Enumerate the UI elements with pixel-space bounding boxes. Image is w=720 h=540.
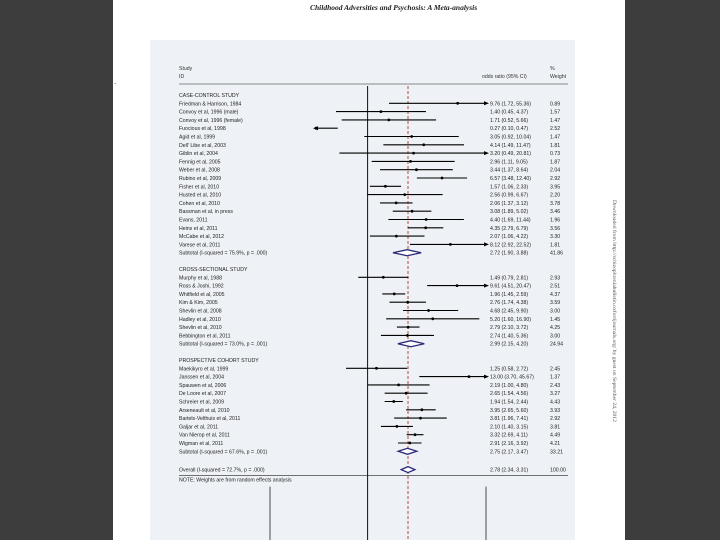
study-effect-text: 2.76 (1.74, 4.38) (490, 300, 529, 307)
study-effect-text: 0.27 (0.10, 0.47) (490, 126, 529, 133)
study-effect-text: 3.95 (2.65, 5.60) (490, 407, 529, 414)
point-estimate (393, 293, 396, 296)
study-weight-text: 1.96 (550, 217, 561, 224)
point-estimate (456, 102, 459, 105)
study-label: Cohen et al, 2010 (179, 200, 220, 207)
study-weight-text: 1.87 (550, 159, 561, 166)
study-label: Bartels-Velthuis et al, 2011 (179, 416, 241, 423)
point-estimate (410, 135, 413, 138)
study-label: Arseneault et al, 2010 (179, 407, 230, 414)
point-estimate (427, 309, 430, 312)
study-weight-text: 2.92 (550, 416, 561, 423)
point-estimate (414, 433, 417, 436)
study-effect-text: 9.76 (1.72, 55.36) (490, 101, 531, 108)
study-label: De Loore et al, 2007 (179, 391, 227, 398)
study-weight-text: 1.81 (550, 142, 561, 149)
study-effect-text: 3.20 (0.49, 20.81) (490, 151, 531, 158)
point-estimate (395, 202, 398, 205)
study-weight-text: 1.47 (550, 117, 561, 124)
study-effect-text: 4.68 (2.45, 9.90) (490, 308, 529, 315)
overall-label: Overall (I-squared = 72.7%, p = .000) (179, 467, 265, 474)
study-weight-text: 3.00 (550, 333, 561, 340)
study-weight-text: 3.59 (550, 300, 561, 307)
study-label: Hadley et al, 2010 (179, 316, 221, 323)
study-label: Shevlin et al, 2008 (179, 308, 222, 315)
study-weight-text: 2.45 (550, 366, 561, 373)
study-effect-text: 5.20 (1.60, 16.90) (490, 316, 531, 323)
study-weight-text: 3.00 (550, 308, 561, 315)
point-estimate (384, 185, 387, 188)
study-label: Agid et al, 1999 (179, 134, 216, 141)
forest-plot (150, 40, 575, 540)
point-estimate (315, 127, 318, 130)
point-estimate (392, 400, 395, 403)
study-label: Heins et al, 2011 (179, 225, 218, 232)
point-estimate (407, 326, 410, 329)
point-estimate (456, 284, 459, 287)
study-effect-text: 1.96 (1.45, 2.59) (490, 291, 529, 298)
subtotal-label: Subtotal (I-squared = 73.0%, p = .001) (179, 341, 268, 348)
ci-arrow (484, 284, 489, 288)
group-heading: CROSS-SECTIONAL STUDY (179, 267, 248, 273)
study-effect-text: 2.79 (2.10, 3.72) (490, 325, 529, 332)
study-label: Spauwen et al, 2006 (179, 382, 227, 389)
point-estimate (396, 425, 399, 428)
subtotal-diamond (398, 341, 424, 347)
ci-arrow (484, 242, 489, 246)
point-estimate (387, 119, 390, 122)
point-estimate (395, 235, 398, 238)
study-label: Giblin et al, 2004 (179, 151, 218, 158)
study-effect-text: 1.57 (1.06, 2.33) (490, 184, 529, 191)
overall-diamond (401, 467, 415, 473)
subtotal-effect-text: 2.72 (1.90, 3.88) (490, 250, 529, 257)
footnote: NOTE: Weights are from random effects analysis (179, 477, 292, 484)
point-estimate (431, 317, 434, 320)
study-effect-text: 4.40 (1.69, 11.44) (490, 217, 531, 224)
study-weight-text: 1.57 (550, 109, 561, 116)
point-estimate (411, 210, 414, 213)
point-estimate (382, 276, 385, 279)
subtotal-weight-text: 24.94 (550, 341, 563, 348)
study-effect-text: 2.91 (2.16, 3.92) (490, 441, 529, 447)
point-estimate (415, 168, 418, 171)
study-effect-text: 9.61 (4.51, 20.47) (490, 283, 531, 290)
study-label: Wigman et al, 2011 (179, 441, 224, 447)
point-estimate (403, 193, 406, 196)
point-estimate (405, 392, 408, 395)
study-weight-text: 3.56 (550, 225, 561, 232)
point-estimate (408, 442, 411, 445)
study-weight-text: 1.37 (550, 374, 561, 381)
study-weight-text: 1.45 (550, 316, 561, 323)
subtotal-weight-text: 33.21 (550, 449, 563, 456)
study-weight-text: 4.49 (550, 432, 561, 439)
header-weight: Weight (550, 74, 567, 80)
study-effect-text: 3.05 (0.92, 10.04) (490, 134, 531, 141)
study-effect-text: 8.12 (2.92, 22.52) (490, 242, 531, 249)
study-label: Dell' Libe et al, 2003 (179, 142, 226, 149)
study-label: Whitfield et al, 2005 (179, 291, 225, 298)
subtotal-diamond (393, 250, 421, 256)
ci-arrow (484, 101, 489, 105)
header-weight-pct: % (550, 66, 555, 72)
subtotal-label: Subtotal (I-squared = 67.6%, p = .001) (179, 449, 268, 456)
header-effect: odds ratio (95% CI) (482, 74, 527, 80)
point-estimate (406, 334, 409, 337)
study-label: Varese et al, 2011 (179, 242, 221, 249)
study-label: McCabe et al, 2012 (179, 234, 224, 241)
point-estimate (420, 408, 423, 411)
study-weight-text: 3.95 (550, 184, 561, 191)
header-id: ID (179, 74, 185, 80)
study-effect-text: 2.10 (1.40, 3.15) (490, 424, 529, 431)
study-label: Rubino et al, 2009 (179, 176, 222, 182)
point-estimate (406, 301, 409, 304)
study-effect-text: 2.06 (1.37, 3.12) (490, 200, 529, 207)
study-label: Friedman & Harrison, 1984 (179, 101, 242, 108)
point-estimate (412, 152, 415, 155)
study-weight-text: 1.47 (550, 134, 561, 141)
study-label: Shevlin et al, 2010 (179, 325, 222, 332)
study-label: Ross & Joshi, 1992 (179, 283, 224, 290)
overall-effect-text: 2.78 (2.34, 3.31) (490, 467, 529, 474)
subtotal-effect-text: 2.99 (2.15, 4.20) (490, 341, 529, 348)
study-label: Fennig et al, 2005 (179, 159, 221, 166)
study-weight-text: 2.04 (550, 167, 561, 174)
subtotal-diamond (398, 448, 417, 454)
study-weight-text: 2.43 (550, 382, 561, 389)
study-label: Galjar et al, 2011 (179, 424, 219, 431)
study-label: Fisher et al, 2010 (179, 184, 220, 191)
study-effect-text: 2.56 (0.99, 6.67) (490, 192, 529, 199)
subtotal-label: Subtotal (I-squared = 75.9%, p = .000) (179, 250, 268, 257)
study-effect-text: 2.07 (1.06, 4.22) (490, 234, 529, 241)
point-estimate (422, 143, 425, 146)
study-label: Husted et al, 2010 (179, 192, 222, 199)
study-weight-text: 3.93 (550, 407, 561, 414)
overall-weight-text: 100.00 (550, 467, 566, 474)
study-label: Bassman et al, in press (179, 209, 233, 216)
study-weight-text: 4.43 (550, 399, 561, 406)
study-effect-text: 3.08 (1.89, 5.02) (490, 209, 529, 216)
study-weight-text: 2.51 (550, 283, 561, 290)
study-label: Evans, 2011 (179, 217, 208, 224)
study-effect-text: 6.57 (3.48, 12.40) (490, 176, 531, 182)
study-label: Bebbington et al, 2011 (179, 333, 231, 340)
study-effect-text: 3.81 (1.96, 7.41) (490, 416, 529, 423)
study-label: Murphy et al, 1988 (179, 275, 222, 282)
study-weight-text: 2.52 (550, 126, 561, 133)
ci-arrow (484, 151, 489, 155)
study-weight-text: 4.25 (550, 325, 561, 332)
group-heading: PROSPECTIVE COHORT STUDY (179, 358, 259, 364)
point-estimate (397, 384, 400, 387)
study-label: Schreier et al, 2009 (179, 399, 224, 406)
point-estimate (425, 218, 428, 221)
running-header: Childhood Adversities and Psychosis: A Meta-analysis (310, 3, 478, 12)
study-label: Fuocious et al, 1998 (179, 126, 226, 133)
point-estimate (375, 367, 378, 370)
study-weight-text: 3.46 (550, 209, 561, 216)
study-effect-text: 3.44 (1.37, 8.64) (490, 167, 529, 174)
study-label: Convoy et al, 1996 (male) (179, 109, 239, 116)
point-estimate (409, 160, 412, 163)
study-weight-text: 4.21 (550, 441, 561, 447)
study-effect-text: 4.14 (1.49, 11.47) (490, 142, 531, 149)
study-label: Van Nierop et al, 2011 (179, 432, 230, 439)
study-effect-text: 1.25 (0.58, 2.72) (490, 366, 529, 373)
download-notice: Downloaded from http://schizophreniabulletin.oxfordjournals.org/ by guest on September 24, 2012 (611, 200, 617, 422)
study-effect-text: 13.00 (3.70, 45.67) (490, 374, 534, 381)
forest-plot-figure (150, 40, 575, 540)
study-effect-text: 2.96 (1.11, 9.05) (490, 159, 528, 166)
study-weight-text: 4.37 (550, 291, 561, 298)
stray-mark: . (114, 77, 117, 86)
study-effect-text: 1.71 (0.52, 5.66) (490, 117, 529, 124)
header-study: Study (179, 66, 193, 72)
subtotal-weight-text: 41.86 (550, 250, 563, 257)
study-weight-text: 2.20 (550, 192, 561, 199)
study-label: Maekikyro et al, 1999 (179, 366, 229, 373)
study-effect-text: 1.49 (0.79, 2.81) (490, 275, 529, 282)
study-weight-text: 3.27 (550, 391, 561, 398)
study-weight-text: 0.73 (550, 151, 561, 158)
study-label: Janssen et al, 2004 (179, 374, 224, 381)
study-effect-text: 2.74 (1.40, 5.36) (490, 333, 529, 340)
study-effect-text: 1.94 (1.54, 2.44) (490, 399, 529, 406)
study-weight-text: 1.81 (550, 242, 561, 249)
study-weight-text: 3.81 (550, 424, 561, 431)
ci-arrow (484, 375, 489, 379)
study-weight-text: 2.92 (550, 176, 561, 182)
study-effect-text: 1.40 (0.45, 4.37) (490, 109, 529, 116)
point-estimate (441, 177, 444, 180)
study-effect-text: 3.32 (2.69, 4.11) (490, 432, 528, 439)
study-effect-text: 2.65 (1.54, 4.56) (490, 391, 529, 398)
study-label: Convoy et al, 1996 (female) (179, 117, 243, 124)
study-label: Kim & Kim, 2005 (179, 300, 218, 307)
point-estimate (419, 417, 422, 420)
point-estimate (468, 375, 471, 378)
study-effect-text: 4.35 (2.79, 6.79) (490, 225, 529, 232)
study-effect-text: 2.19 (1.00, 4.80) (490, 382, 529, 389)
subtotal-effect-text: 2.75 (2.17, 3.47) (490, 449, 529, 456)
study-weight-text: 0.89 (550, 101, 561, 108)
point-estimate (449, 243, 452, 246)
study-weight-text: 2.93 (550, 275, 561, 282)
study-weight-text: 3.30 (550, 234, 561, 241)
point-estimate (424, 226, 427, 229)
group-heading: CASE-CONTROL STUDY (179, 93, 240, 99)
point-estimate (379, 110, 382, 113)
study-label: Weber et al, 2008 (179, 167, 220, 174)
study-weight-text: 3.78 (550, 200, 561, 207)
